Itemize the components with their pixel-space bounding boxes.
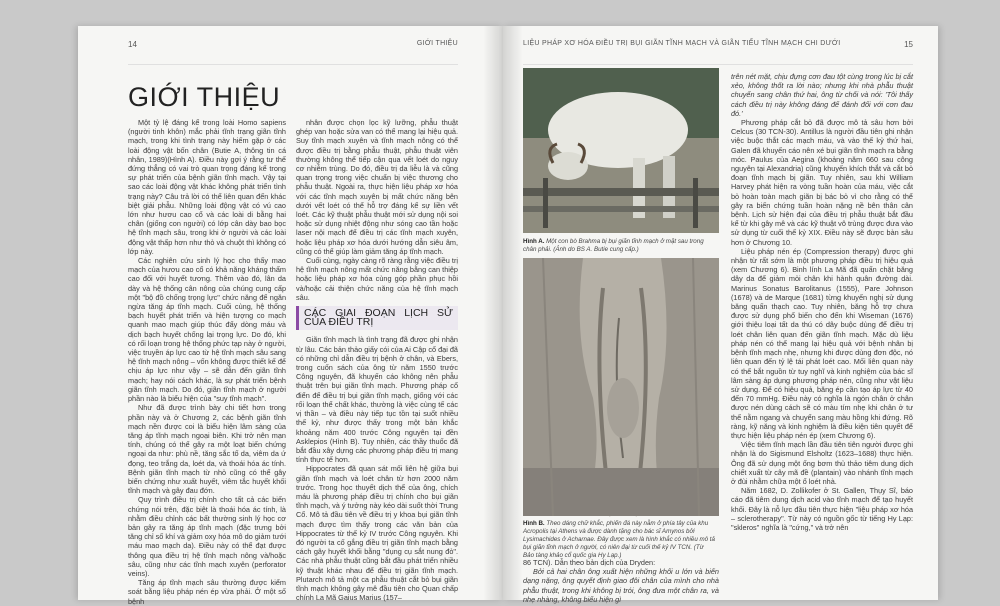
paragraph: Quy trình điều trị chính cho tất cả các biến chứng nói trên, đặc biệt là thoái hóa ác tính, là nhằm điều chỉnh các bất thường sinh lý học cơ bản gây ra tăng áp tĩnh mạch (đặc trưng bởi tăng chỉ số khí và giảm oxy hóa mô do giảm tưới máu mao mạch da). Điều này có thể đạt được thông qua điều trị hệ tĩnh mạch nông và/hoặc sâu, cũng như các tĩnh mạch xuyên (perforator veins). <box>128 495 286 578</box>
left-running-title: GIỚI THIỆU <box>416 40 458 47</box>
section-heading: CÁC GIAI ĐOẠN LỊCH SỬ CỦA ĐIỀU TRỊ <box>296 306 458 330</box>
book-spread <box>78 26 938 606</box>
figure-b-text: Theo dáng chữ khắc, phiến đá này nằm ở phía tây của khu Acropolis tại Athens và được dành tặng cho bác sĩ Amynos bởi Lysimachides ở Acharnae. Đây được xem là hình khắc có nhiều mô tả bụi giãn tĩnh mạch ở người, có niên đại từ cuối thế kỷ IV TCN. (Từ Bảo tàng khảo cổ quốc gia Hy Lạp.) <box>523 520 715 559</box>
paragraph: Việc tiêm tĩnh mạch lần đầu tiên tiên người được ghi nhận là do Sigismund Elsholtz (1623–1688) thực hiện. Ông đã sử dụng một ống bơm thủ thảo tiêm dung dịch chiết xuất từ cây mã đề (plantain) vào nhánh tĩnh mạch ở đùi nhằm chữa một ổ loét nhà. <box>731 440 913 486</box>
paragraph: Như đã được trình bày chi tiết hơn trong phần này và ở Chương 2, các bệnh giãn tĩnh mạch nền được coi là biểu hiện lâm sàng của tăng áp tĩnh mạch ngoại biên. Khi trở nên mạn tính, chúng có thể gây ra một loạt biến chứng ngoại da như: phù nề, tăng sắc tố da, viêm da ứ đọng, teo trắng da, loét da, và thoái hóa ác tính. Bệnh giãn tĩnh mạch từ nhỏ cũng có thể gây biến chứng như xuất huyết, viêm tắc huyết khối tĩnh mạch và gây đau đớn. <box>128 403 286 496</box>
figure-b-label: Hình B. <box>523 520 545 527</box>
paragraph: Hippocrates đã quan sát mối liên hệ giữa bụi giãn tĩnh mạch và loét chân từ hơn 2000 năm trước. Trong học thuyết dịch thể của ông, chích máu là phương pháp điều trị chính cho bụi giãn tĩnh mạch, và ý tưởng này kéo dài suốt thời Trung Cổ. Mô tả đầu tiên về điều trị y khoa bụi giãn tĩnh mạch được tìm thấy trong các văn bản của Hippocrates từ thế kỷ IV trước Công nguyên. Khi đó người ta cố gắng điều trị giãn tĩnh mạch bằng cách gây huyết khối bằng "dụng cụ sắt nung đỏ". Các nhà phẫu thuật cũng bắt đầu phát triển nhiều kỹ thuật khác nhau để điều trị giãn tĩnh mạch. Plutarch mô tả một ca phẫu thuật cắt bỏ bụi giãn tĩnh mạch không gây mê đầu tiên cho Quan chấp chính La Mã Gaius Marius (157– <box>296 464 458 603</box>
paragraph: Cuối cùng, ngày càng rõ ràng rằng việc điều trị hệ tĩnh mạch nông mất chức năng bằng can thiệp hoặc liệu pháp xơ hóa cùng góp phần phục hồi và/hoặc cải thiện chức năng của hệ tĩnh mạch sâu. <box>296 256 458 302</box>
left-running-header <box>128 26 458 65</box>
quote-paragraph: Bởi cả hai chân ông xuất hiện những khối u lớn và biến dạng nặng, ông quyết định giao đôi chân của mình cho nhà phẫu thuật, trong khi không bị trói, ông đưa một chân ra, và nhẹ nhàng, không biểu hiện gì <box>523 567 719 604</box>
left-page-number: 14 <box>128 40 137 49</box>
right-page <box>503 26 938 604</box>
page-title: GIỚI THIỆU <box>128 82 281 112</box>
paragraph: Các nghiên cứu sinh lý học cho thấy mao mạch của hươu cao cổ có khả năng kháng thấm cao đối với huyết tương. Thêm vào đó, lân da dày và hệ thống cân nông của chúng cung cấp một "bộ đồ chống trọng lực" chức năng để ngăn ngừa tăng áp tĩnh mạch. Cuối cùng, hệ thống bạch huyết phát triển và hiện tượng co mạch quanh mao mạch giúp thúc đẩy dòng máu và dịch bạch huyết chống lại trọng lực. Do đó, khi có rối loạn trong hệ thống phức tạp này ở người, việc truyền áp lực cao từ hệ tĩnh mạch sâu sang hệ tĩnh mạch nông – vốn không được thiết kế để chịu áp lực như vậy – sẽ dẫn đến giãn tĩnh mạch; hay nói cách khác, là sự phát triển bệnh giãn tĩnh mạch. Do đó, giãn tĩnh mạch ở người phần nào là biểu hiện của "suy tĩnh mạch". <box>128 256 286 404</box>
paragraph: 86 TCN). Dẫn theo bản dịch của Dryden: <box>523 558 656 567</box>
right-running-title: LIỆU PHÁP XƠ HÓA ĐIỀU TRỊ BỤI GIÃN TĨNH MẠCH VÀ GIÃN TIỂU TĨNH MẠCH CHI DƯỚI <box>523 40 841 47</box>
left-column-2 <box>296 118 458 602</box>
right-running-header <box>523 26 913 65</box>
paragraph: Một tỷ lệ đáng kể trong loài Homo sapiens (người tinh khôn) mắc phải tĩnh trạng giãn tĩnh mạch, trong khi tình trạng này hiếm gặp ở các loài động vật bốn chân (Butie A, thông tin cá nhân, 1989)(Hình A). Điều này gợi ý rằng tư thế đứng thẳng có vai trò quan trọng đáng kể trong sự phát triển của bệnh giãn tĩnh mạch. Vậy tại sao các loài động vật khác không phát triển tình trạng này? Câu trả lời có thể liên quan đến khác biệt giải phẫu. Những loài động vật có vú cao lớn như hươu cao cổ và các loài di bằng hai chân (giống con người) có lớp cân dày bao bọc hệ tĩnh mạch sâu, trong khi ở người và các loài động vật thấp hơn như thỏ và chuột thì không có lớp này. <box>128 118 286 256</box>
relief-image <box>523 258 719 516</box>
figure-a-photo <box>523 68 719 233</box>
figure-a-text: Một con bò Brahma bị bụi giãn tĩnh mạch ở mặt sau trong chân phải. (Ảnh do BS A. Butie cung cấp.) <box>523 238 704 253</box>
quote-paragraph: trên nét mặt, chịu đựng cơn đau tột cùng trong lúc bị cắt xẻo, không thốt ra lời nào; nhưng khi nhà phẫu thuật chuyển sang chân thứ hai, ông từ chối và nói: 'Tôi thấy cách điều trị này không đáng để đánh đổi với cơn đau đó.' <box>731 72 913 118</box>
paragraph: Phương pháp cắt bỏ đã được mô tả sâu hơn bởi Celcus (30 TCN-30). Antillus là người đầu tiên ghi nhận việc buộc thắt các mạch máu, và vào thế kỷ thứ hai, Galen đã khuyến cáo nên xé bụi giãn tĩnh mạch ra bằng móc. Paulus của Aegina (khoảng năm 660 sau công nguyên tại Alexandria) cũng khuyến khích thắt và cắt bỏ đoạn tĩnh mạch bị giãn. Tuy nhiên, sau khi William Harvey phát hiện ra vòng tuần hoàn của máu, việc cắt bỏ hoàn toàn mạch giãn bị bác bỏ vì cho rằng có thể gây ra biến chứng tuần hoàn nặng nề bên thân cân bệnh. Lịch sử hiện đại của điều trị phẫu thuật bắt đầu kể từ khi gây mê và các kỹ thuật vô trùng được đưa vào sử dụng từ cuối thế kỷ XIX. Điều này sẽ được bàn sâu hơn ở Chương 10. <box>731 118 913 247</box>
paragraph: Năm 1682, D. Zollikofer ở St. Gallen, Thụy Sĩ, báo cáo đã tiêm dung dịch acid vào tĩnh mạch để tạo huyết khối. Đây là nỗ lực đầu tiên thực hiện "liệu pháp xơ hóa – sclerotherapy". Từ này có nguồn gốc từ tiếng Hy Lạp: "skleros" nghĩa là "cứng," và trở nên <box>731 486 913 532</box>
figure-b-caption <box>523 520 715 560</box>
right-page-number: 15 <box>904 40 913 49</box>
paragraph: Tăng áp tĩnh mạch sâu thường được kiểm soát bằng liệu pháp nén ép vừa phải. Ở một số bệnh <box>128 578 286 606</box>
figure-a-label: Hình A. <box>523 238 545 245</box>
right-column-1-tail <box>523 558 719 604</box>
figure-a-caption <box>523 238 715 254</box>
paragraph: Giãn tĩnh mạch là tình trạng đã được ghi nhận từ lâu. Các bản thảo giấy cói của Ai Cập cổ đại đã có những chỉ dẫn điều trị bệnh ở chân, và Ebers, trong cuốn sách của ông từ năm 1550 trước Công nguyên, đã khuyến cáo không nên phẫu thuật trên bụi giãn tĩnh mạch. Phương pháp cổ điển để điều trị bụi giãn tĩnh mạch, giống với các rối loạn thể chất khác, thường là việc cùng tế các vị thần – và điều này tiếp tục tồn tại suốt nhiều thế kỷ, như được thấy trong một bản khắc khoảng năm 400 trước Công nguyên tại đền Asklepios (Hình B). Tuy nhiên, các thầy thuốc đã bắt đầu xây dựng các phương pháp điều trị mang tính thực tế hơn. <box>296 335 458 465</box>
figure-b-photo <box>523 258 719 516</box>
left-page <box>78 26 503 606</box>
cow-image <box>523 68 719 233</box>
left-column-1 <box>128 118 286 606</box>
right-column-2 <box>731 72 913 532</box>
paragraph: nhân được chọn lọc kỹ lưỡng, phẫu thuật ghép van hoặc sửa van có thể mang lại hiệu quả. Suy tĩnh mạch xuyên và tĩnh mạch nông có thể được điều trị bằng phẫu thuật, phẫu thuật viên thường không thể tiếp cận qua vết loét do nguy cơ nhiễm trùng. Do đó, điều trị da liễu là và cũng quan trọng trong việc chuẩn bị việc thương cho phẫu thuật. Ngoài ra, thực hiện liệu pháp xơ hóa với các tĩnh mạch xuyên bị mất chức năng bên dưới vết loét có thể hỗ trợ đáng kể sự liền vết loét. Các kỹ thuật phẫu thuật mới sử dụng nội soi hoặc sử dụng nhiệt động như sóng cao tần hoặc laser nội mạch để điều trị các tĩnh mạch xuyên, hoặc liệu pháp xơ hóa dưới hướng dẫn siêu âm, cũng có thể giúp làm giảm tăng áp tĩnh mạch. <box>296 118 458 256</box>
paragraph: Liệu pháp nén ép (Compression therapy) được ghi nhận từ rất sớm là một phương pháp điều trị hiệu quả (xem Chương 6). Binh lính La Mã đã quấn chặt băng dây da để giảm mỏi chân khi hành quân đường dài. Marinus Sonatus Barolitanus (1555), Pare Johnson (1678) và de Marque (1681) từng khuyến nghị sử dụng băng quấn thạch cao. Tuy nhiên, băng hỗ trợ chưa được sử dụng phổ biến cho đến khi Wiseman (1676) giới thiệu loại tất da thú có dây buộc dùng để điều trị loét chân liên quan đến giãn tĩnh mạch. Mặc dù liệu pháp nén có thể mang lại hiệu quả với bệnh nhân bị bệnh tĩnh mạch nhẹ, nhưng khi được dùng đơn độc, nó liên quan đến tỷ lệ tái phát loét cao. Mối liên quan này có thể bắt nguồn từ tuy nghĩ và kinh nghiệm của bác sĩ lâm sàng áp dụng phương pháp nén, cũng như vật liệu sử dụng. Để có hiệu quả, băng ép cần tạo áp lực từ 40 đến 70 mmHg. Điều này có nghĩa là ngón chân ở chân được nén dùng cách sẽ có màu tím nhẹ khi chân ở tư thế nằm ngang và chuyển sang màu hồng khi đứng. Rõ ràng, kỹ năng và kinh nghiệm là điều kiện tiên quyết để thực hiện liệu pháp nén ép (xem Chương 6). <box>731 246 913 440</box>
